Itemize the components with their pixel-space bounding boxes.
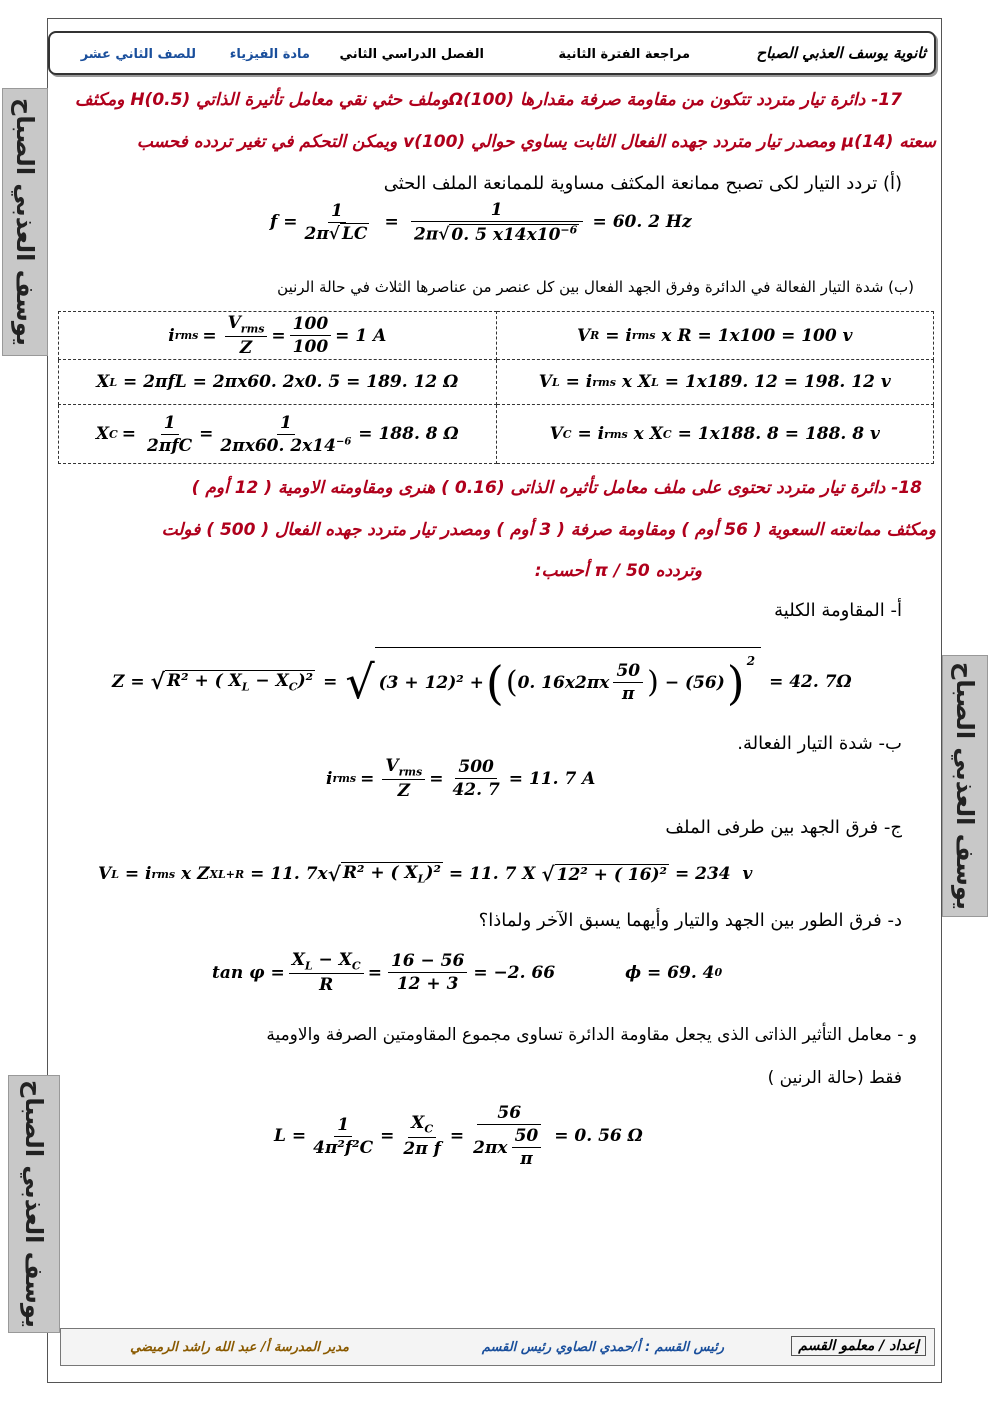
eq-vl-p2-sub: XL+R [209,867,245,881]
eq-f-lhs: f = [270,212,298,233]
subject-label: مادة الفيزياء [229,47,310,62]
xl-rest: = 2πfL = 2πx60. 2x0. 5 = 189. 12 Ω [123,372,459,393]
q18-part-d: د- فرق الطور بين الجهد والتيار وأيهما يسبق الآخر ولماذا؟ [478,910,902,931]
q18-part-e: و - معامل التأثير الذاتى الذى يجعل مقاومة الدائرة تساوى مجموع المقاومتين الصرفة والاومية [266,1025,917,1045]
eq-f-den2: 2π [413,224,439,245]
eq-coil-voltage: V L = i rms x Z XL+R = 11. 7x √ R² + ( $X_L)^2$ = 11. 7 X √ 12² + ( 16)² = 234 v [98,862,753,886]
eq-vl-p1-sub: rms [151,867,176,881]
q18-part-a: أ- المقاومة الكلية [774,600,902,621]
eq-z-square: 2 [746,653,756,668]
eq-z-sub2: C [288,680,298,694]
eq-z-sub1: L [241,680,250,694]
vr-sub: R [590,329,600,343]
eq-i-lhs: i [326,768,333,789]
eq-current: i rms = $\frac{V_{rms}}{Z}$ = $\frac{500}{42. 7}$ = 11. 7 A [326,756,596,802]
side-tab-left-bottom [8,1075,60,1333]
xc-den2: 2πx60. 2x14 [220,435,336,456]
side-tab-text: يوسف العذبي الصباح [11,98,39,346]
irms-num2: 100 [290,314,332,336]
xc-sub: C [109,427,118,441]
vc-rest-sub2: C [662,427,672,441]
xc-num2: 1 [277,413,295,435]
eq-f-exp: −6 [560,223,578,236]
footer-prepared: إعداد / معلمو القسم [791,1336,926,1356]
eq-i-sub: rms [332,772,357,786]
xc-result: = 188. 8 Ω [358,424,459,445]
q18-part-e2: فقط (حالة الرنين ) [767,1068,902,1088]
eq-vl-rad: R² + ( X [342,863,418,884]
vl-rest3: = 1x189. 12 = 198. 12 v [658,372,891,393]
eq-phase: tan φ = $\frac{X_L - X_C}{R}$ = $\frac{16 - 56}{12 + 3}$ = −2. 66 ϕ = 69. 4 0 [212,950,723,996]
irms-num: V [227,313,241,333]
q18-part-c: ج- فرق الجهد بين طرفى الملف [665,817,902,838]
eq-i-den: Z [397,781,410,802]
eq-tan-sub1: L [304,959,313,973]
q17-line2: سعته μ(14) ومصدر تيار متردد جهده الفعال الثابت يساوي حوالي v(100) ويمكن التحكم في تغير تردده فحسب [136,132,936,152]
eq-l-den1: 4π²f²C [313,1137,374,1158]
eq-l-lhs: L = [274,1126,307,1146]
eq-l-num3: 56 [477,1103,541,1125]
eq-tan-result: = −2. 66 [473,962,556,983]
eq-f-num1: 1 [328,201,346,223]
footer-head: رئيس القسم : أ/حمدي الصاوي رئيس القسم [481,1340,724,1355]
table-row [59,405,934,464]
vc-rest-sub: rms [604,427,628,441]
semester-label: الفصل الدراسي الثاني [339,47,484,62]
eq-tan-den2: 12 + 3 [396,974,459,995]
eq-vl-rad-sub: L [417,872,426,886]
eq-vl-rad-end: )² [425,863,441,884]
eq-impedance: Z = √ R² + ( $X_L - X_C)^2$ = √ (3 + 12)² + ( ( 0. 16x2πx $\frac{50}{\pi}$ ) − (56) ) $^2$ = 42. 7Ω [112,636,852,728]
eq-i-num-sub: rms [398,765,423,779]
xl-lhs: X [96,372,110,393]
eq-l-num2-sub: C [424,1122,434,1136]
eq-z-result: = 42. 7Ω [769,672,852,692]
eq-phi-exp: 0 [714,966,723,980]
eq-z-end: )² [297,671,314,692]
q18-line2: ومكثف ممانعته السعوية ( 56 أوم ) ومقاومة صرفة ( 3 أوم ) ومصدر تيار متردد جهده الفعال ( 500 ) فولت [161,520,936,540]
eq-inductance: L = $\frac{1}{\text{4π²f²C}}$ = $\frac{X_C}{\text{2π f}}$ = 56 2πx $\frac{50}{\pi}$ = 0. 56 Ω [274,1103,643,1169]
eq-tan-num: X [291,950,305,970]
cell-vc [496,405,934,464]
school-name: ثانوية يوسف العذبي الصباح [756,44,926,62]
q18-line1: 18- دائرة تيار متردد تحتوى على ملف معامل تأثيره الذاتى (0.16 ) هنرى ومقاومته الاومية ( 12 أوم ) [191,478,922,498]
vr-lhs: V [576,325,591,346]
eq-l-den3-num: 50 [512,1126,542,1148]
eq-f-num2: 1 [411,200,583,222]
q17-line1: 17- دائرة تيار متردد تتكون من مقاومة صرفة مقدارها Ω(100)وملف حثي نقي معامل تأثيرة الذاتي H(0.5) ومكثف [74,90,902,110]
q18-line3: وتردده π / 50 أحسب: [534,561,702,581]
eq-f-result: = 60. 2 Hz [592,212,692,233]
eq-tan-lhs: tan φ = [212,962,285,983]
eq-l-den3-pre: 2πx [473,1137,508,1158]
eq-i-den2: 42. 7 [452,780,500,801]
side-tab-text: يوسف العذبي الصباح [951,662,979,910]
eq-vl-p2: x Z [175,864,210,884]
eq-l-num2: X [411,1113,425,1134]
xc-num: 1 [161,413,179,435]
eq-f-root1: LC [341,223,368,244]
table-row [59,312,934,360]
side-tab-left-top [2,88,48,356]
eq-z-minus: − (56) [664,672,725,693]
q17-part-b: (ب) شدة التيار الفعالة في الدائرة وفرق الجهد الفعال بين كل عنصر من عناصرها الثلاث في حالة الرنين [277,278,914,296]
footer-principal: مدير المدرسة أ/ عبد الله راشد الرميضي [130,1340,349,1355]
eq-tan-mid: − X [312,950,352,970]
xc-lhs: X [95,424,110,445]
vc-rest1: = i [577,424,605,445]
xc-den2-exp: −6 [335,436,352,448]
q17-part-a: (أ) تردد التيار لكى تصبح ممانعة المكثف مساوية للممانعة الملف الحثى [383,173,902,194]
vl-rest2: x X [615,372,652,393]
eq-z-term1: (3 + 12)² + [378,672,484,693]
vl-rest-sub: rms [592,375,616,389]
eq-tan-den: R [319,975,334,996]
eq-i-num: V [385,756,399,776]
eq-phi: ϕ = 69. 4 [625,962,715,983]
eq-f-root2: 0. 5 x14x10 [451,224,561,245]
eq-i-result: = 11. 7 A [508,768,596,789]
grade-label: للصف الثاني عشر [80,47,196,62]
vl-lhs: V [538,372,552,393]
eq-vl-p3: = 11. 7x [244,864,328,884]
q18-part-b: ب- شدة التيار الفعالة. [737,733,902,754]
side-tab-text: يوسف العذبي الصباح [20,1080,48,1328]
page-footer [60,1328,935,1366]
resonance-table [58,311,934,464]
eq-vl-lhs: V [98,864,112,884]
page-header [48,31,936,75]
eq-z-mid: − X [249,671,289,692]
eq-z-lhs: Z = [112,672,145,692]
cell-xl [59,360,497,405]
xl-sub: L [109,375,118,389]
cell-irms: i rms = $\frac{V_{rms}}{Z}$ = $\frac{100}{100}$ = 1 A [59,312,497,360]
eq-tan-sub2: C [351,959,361,973]
vl-rest-sub2: L [651,375,659,389]
eq-vl-result: = 234 v [674,864,753,884]
eq-tan-num2: 16 − 56 [388,951,467,973]
eq-i-num2: 500 [455,757,497,779]
eq-l-num1: 1 [334,1115,352,1137]
vr-rest2: x R = 1x100 = 100 v [655,325,853,346]
eq-z-fden: π [622,684,635,704]
eq-l-den2: 2π f [403,1138,441,1159]
vr-rest-sub: rms [631,329,656,343]
vc-lhs: V [549,424,563,445]
vr-rest1: = i [605,325,632,346]
eq-z-rad1: R² + ( X [166,671,242,692]
eq-z-inner: 0. 16x2πx [517,672,610,693]
cell-vl [496,360,934,405]
eq-f-den1: 2π [304,223,329,244]
cell-vr [496,312,934,360]
irms-den2: 100 [292,337,329,358]
eq-vl-sub: L [111,867,119,881]
side-tab-right [942,655,988,917]
irms-num-sub: rms [240,322,265,336]
cell-xc: X C = $\frac{1}{\text{2πfC}}$ = $\frac{1}{2\pi x60. 2x14^{-6}}$ = 188. 8 Ω [59,405,497,464]
vc-sub: C [562,427,572,441]
irms-sub: rms [174,329,199,343]
xc-den: 2πfC [147,435,193,456]
review-title: مراجعة الفترة الثانية [558,47,690,62]
eq-vl-p4: = 11. 7 X [448,864,536,884]
irms-result: = 1 A [335,325,387,346]
vc-rest3: = 1x188. 8 = 188. 8 v [671,424,880,445]
eq-l-result: = 0. 56 Ω [554,1126,643,1146]
vl-rest1: = i [565,372,593,393]
eq-vl-p1: = i [124,864,152,884]
eq-z-equals: = [323,672,338,692]
eq-vl-rad2: 12² + ( 16)² [556,864,667,885]
irms-den: Z [239,338,253,359]
eq-frequency: f = $\frac{1}{2\pi√ LC}$ = $\frac{1}{2\pi√ 0. 5 x14x10^{-6}}$ = 60. 2 Hz [270,200,692,245]
eq-l-den3-den: π [520,1149,533,1169]
vc-rest2: x X [627,424,663,445]
table-row [59,360,934,405]
eq-z-fnum: 50 [613,661,643,683]
vl-sub: L [551,375,560,389]
irms-lhs: i [168,325,175,346]
